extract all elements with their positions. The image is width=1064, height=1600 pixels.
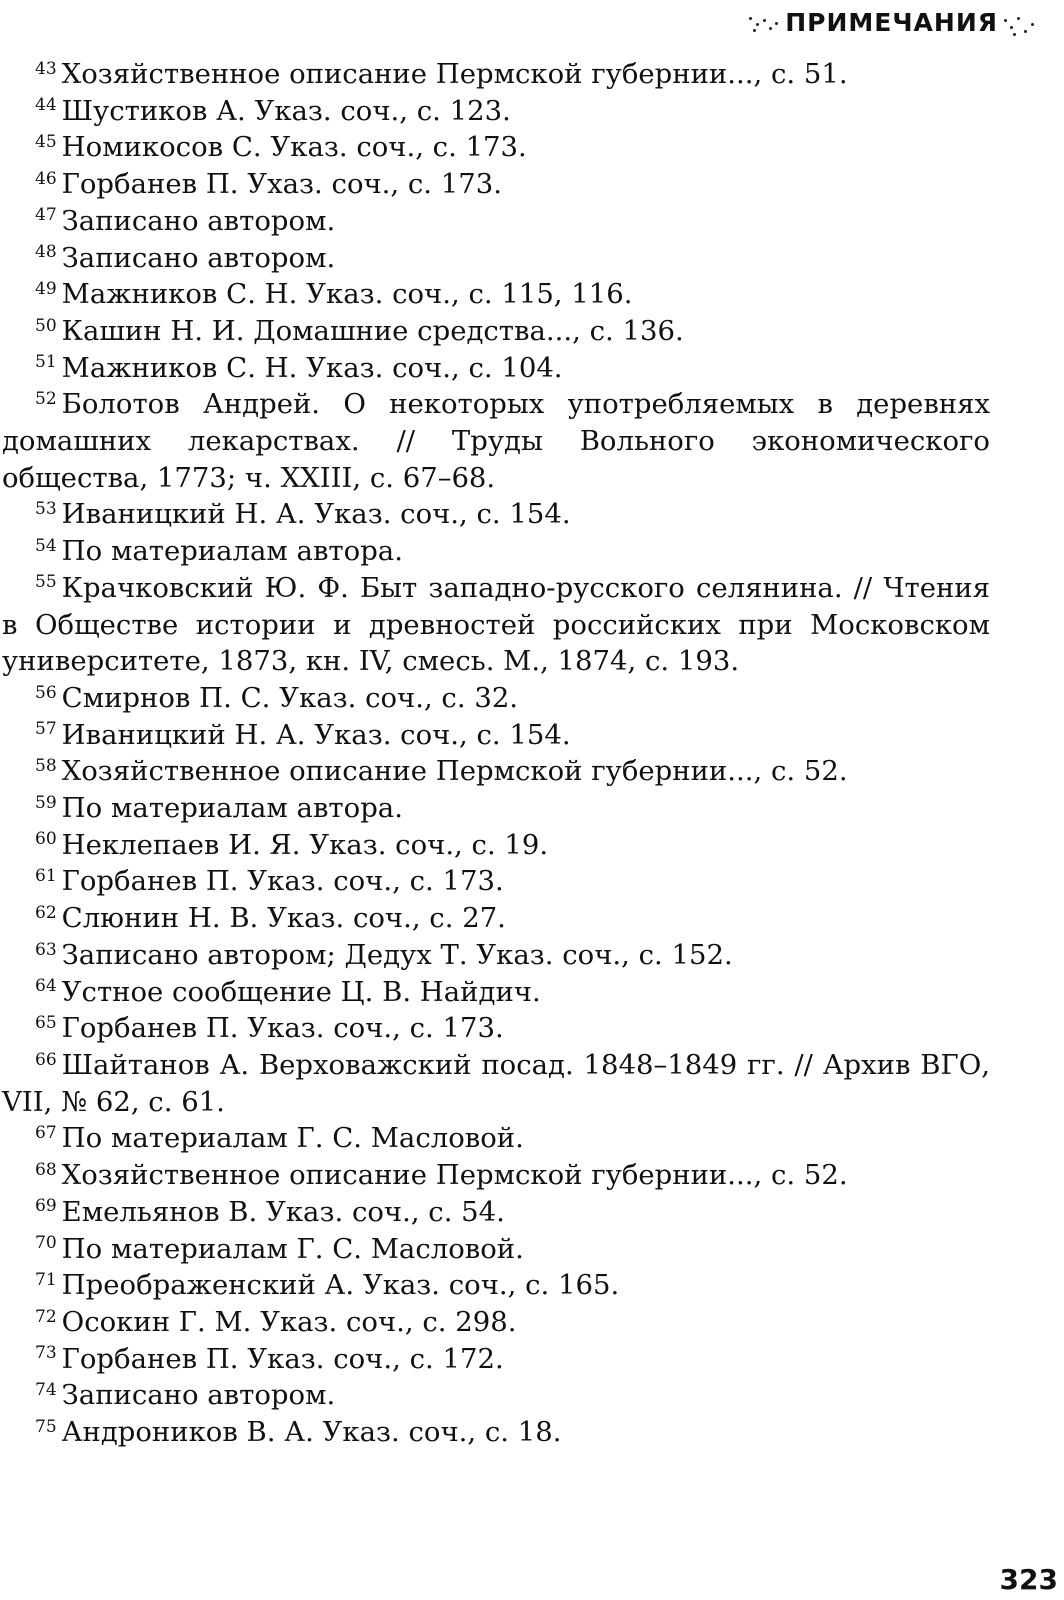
footnote-number: 56: [35, 682, 57, 703]
footnote-item: [2, 753, 990, 790]
footnote-number: 61: [35, 866, 57, 887]
footnote-number: 75: [35, 1416, 57, 1437]
footnote-text: Хозяйственное описание Пермской губернии..., с. 51.: [61, 58, 848, 90]
footnote-text: Записано автором.: [61, 241, 336, 274]
footnote-number: 60: [35, 829, 57, 850]
footnote-text: Иваницкий Н. А. Указ. соч., с. 154.: [61, 498, 571, 531]
footnote-text: Шустиков А. Указ. соч., с. 123.: [61, 94, 511, 127]
footnote-text: Андроников В. А. Указ. соч., с. 18.: [61, 1416, 562, 1449]
footnote-item: [2, 974, 990, 1011]
footnote-number: 64: [35, 976, 57, 997]
footnote-number: 47: [35, 205, 57, 226]
footnote-number: 74: [35, 1379, 57, 1400]
footnote-text: По материалам автора.: [61, 792, 403, 825]
footnote-number: 66: [35, 1049, 57, 1070]
footnote-item: [2, 937, 990, 974]
footnote-text: Смирнов П. С. Указ. соч., с. 32.: [61, 681, 519, 714]
footnote-text: Мажников С. Н. Указ. соч., с. 115, 116.: [61, 278, 633, 311]
footnote-item: [2, 129, 990, 166]
footnote-text: По материалам автора.: [61, 535, 403, 568]
footnote-item: [2, 790, 990, 827]
footnote-item: [2, 386, 990, 496]
footnote-text: Иваницкий Н. А. Указ. соч., с. 154.: [61, 718, 571, 751]
page-number: 323: [999, 1563, 1058, 1596]
footnote-text: Преображенский А. Указ. соч., с. 165.: [61, 1269, 620, 1302]
footnote-number: 52: [35, 388, 57, 409]
footnote-number: 59: [35, 792, 57, 813]
footnote-number: 49: [35, 278, 57, 299]
dotted-ornament-icon: [998, 5, 1038, 39]
footnote-text: Хозяйственное описание Пермской губернии..., с. 52.: [61, 755, 848, 788]
footnote-item: [2, 313, 990, 350]
footnote-text: Слюнин Н. В. Указ. соч., с. 27.: [61, 902, 506, 935]
footnote-item: [2, 863, 990, 900]
footnote-number: 44: [35, 95, 57, 116]
footnote-text: Неклепаев И. Я. Указ. соч., с. 19.: [61, 828, 549, 861]
footnote-item: [2, 1194, 990, 1231]
footnote-number: 43: [35, 58, 57, 79]
footnote-item: [2, 1414, 990, 1451]
footnote-item: [2, 680, 990, 717]
footnote-item: [2, 827, 990, 864]
footnote-text: Устное сообщение Ц. В. Найдич.: [61, 975, 541, 1008]
footnote-number: 58: [35, 755, 57, 776]
footnote-item: [2, 1120, 990, 1157]
footnote-number: 53: [35, 499, 57, 520]
footnote-number: 45: [35, 132, 57, 153]
footnote-text: Крачковский Ю. Ф. Быт западно-русского селянина. // Чтения в Обществе истории и древностей российских при Московском университете, 1873, кн. IV, смесь. М., 1874, с. 193.: [2, 571, 990, 678]
footnote-number: 54: [35, 535, 57, 556]
footnote-number: 73: [35, 1343, 57, 1364]
footnote-item: [2, 900, 990, 937]
footnote-number: 51: [35, 352, 57, 373]
footnote-item: [2, 1157, 990, 1194]
footnote-item: [2, 93, 990, 130]
footnote-number: 57: [35, 719, 57, 740]
footnote-number: 70: [35, 1233, 57, 1254]
footnote-text: Записано автором; Дедух Т. Указ. соч., с. 152.: [61, 938, 733, 971]
footnote-text: Хозяйственное описание Пермской губернии..., с. 52.: [61, 1159, 848, 1192]
footnote-item: [2, 240, 990, 277]
footnote-text: Шайтанов А. Верховажский посад. 1848–1849 гг. // Архив ВГО, VII, № 62, с. 61.: [2, 1048, 990, 1118]
footnote-text: Осокин Г. М. Указ. соч., с. 298.: [61, 1305, 517, 1338]
footnote-item: [2, 1267, 990, 1304]
footnote-text: Кашин Н. И. Домашние средства..., с. 136.: [61, 314, 684, 347]
footnote-item: [2, 1010, 990, 1047]
footnote-item: [2, 1047, 990, 1120]
footnote-number: 72: [35, 1306, 57, 1327]
footnote-number: 48: [35, 242, 57, 263]
footnote-text: По материалам Г. С. Масловой.: [61, 1232, 524, 1265]
footnote-item: [2, 166, 990, 203]
footnote-number: 71: [35, 1269, 57, 1290]
footnote-text: Емельянов В. Указ. соч., с. 54.: [61, 1195, 505, 1228]
footnote-text: Горбанев П. Указ. соч., с. 173.: [61, 1012, 504, 1045]
footnote-number: 67: [35, 1123, 57, 1144]
footnote-item: [2, 533, 990, 570]
footnotes-list: [2, 56, 990, 1451]
footnote-number: 69: [35, 1196, 57, 1217]
footnote-number: 62: [35, 902, 57, 923]
running-header: [745, 2, 1038, 42]
footnote-number: 50: [35, 315, 57, 336]
footnote-number: 55: [35, 572, 57, 593]
footnote-text: Горбанев П. Указ. соч., с. 172.: [61, 1342, 504, 1375]
footnote-item: [2, 1231, 990, 1268]
footnote-item: [2, 1377, 990, 1414]
footnote-item: [2, 203, 990, 240]
footnote-text: Номикосов С. Указ. соч., с. 173.: [61, 131, 527, 164]
footnote-number: 68: [35, 1159, 57, 1180]
footnote-number: 65: [35, 1012, 57, 1033]
footnote-text: Записано автором.: [61, 1379, 336, 1412]
footnote-number: 46: [35, 168, 57, 189]
footnote-item: [2, 717, 990, 754]
footnote-item: [2, 1304, 990, 1341]
footnote-text: Записано автором.: [61, 204, 336, 237]
footnote-item: [2, 350, 990, 387]
dotted-ornament-icon: [745, 5, 785, 39]
footnote-number: 63: [35, 939, 57, 960]
footnote-item: [2, 570, 990, 680]
footnote-item: [2, 56, 990, 93]
footnote-text: Мажников С. Н. Указ. соч., с. 104.: [61, 351, 563, 384]
footnote-item: [2, 276, 990, 313]
footnote-text: Болотов Андрей. О некоторых употребляемых в деревнях домашних лекарствах. // Труды Вольного экономического общества, 1773; ч. XXIII, с. 67–68.: [2, 388, 990, 494]
footnote-text: Горбанев П. Указ. соч., с. 173.: [61, 865, 504, 898]
section-title: ПРИМЕЧАНИЯ: [785, 7, 998, 37]
footnote-text: Горбанев П. Ухаз. соч., с. 173.: [61, 168, 503, 201]
footnote-item: [2, 1341, 990, 1378]
footnote-item: [2, 496, 990, 533]
footnote-text: По материалам Г. С. Масловой.: [61, 1122, 524, 1155]
